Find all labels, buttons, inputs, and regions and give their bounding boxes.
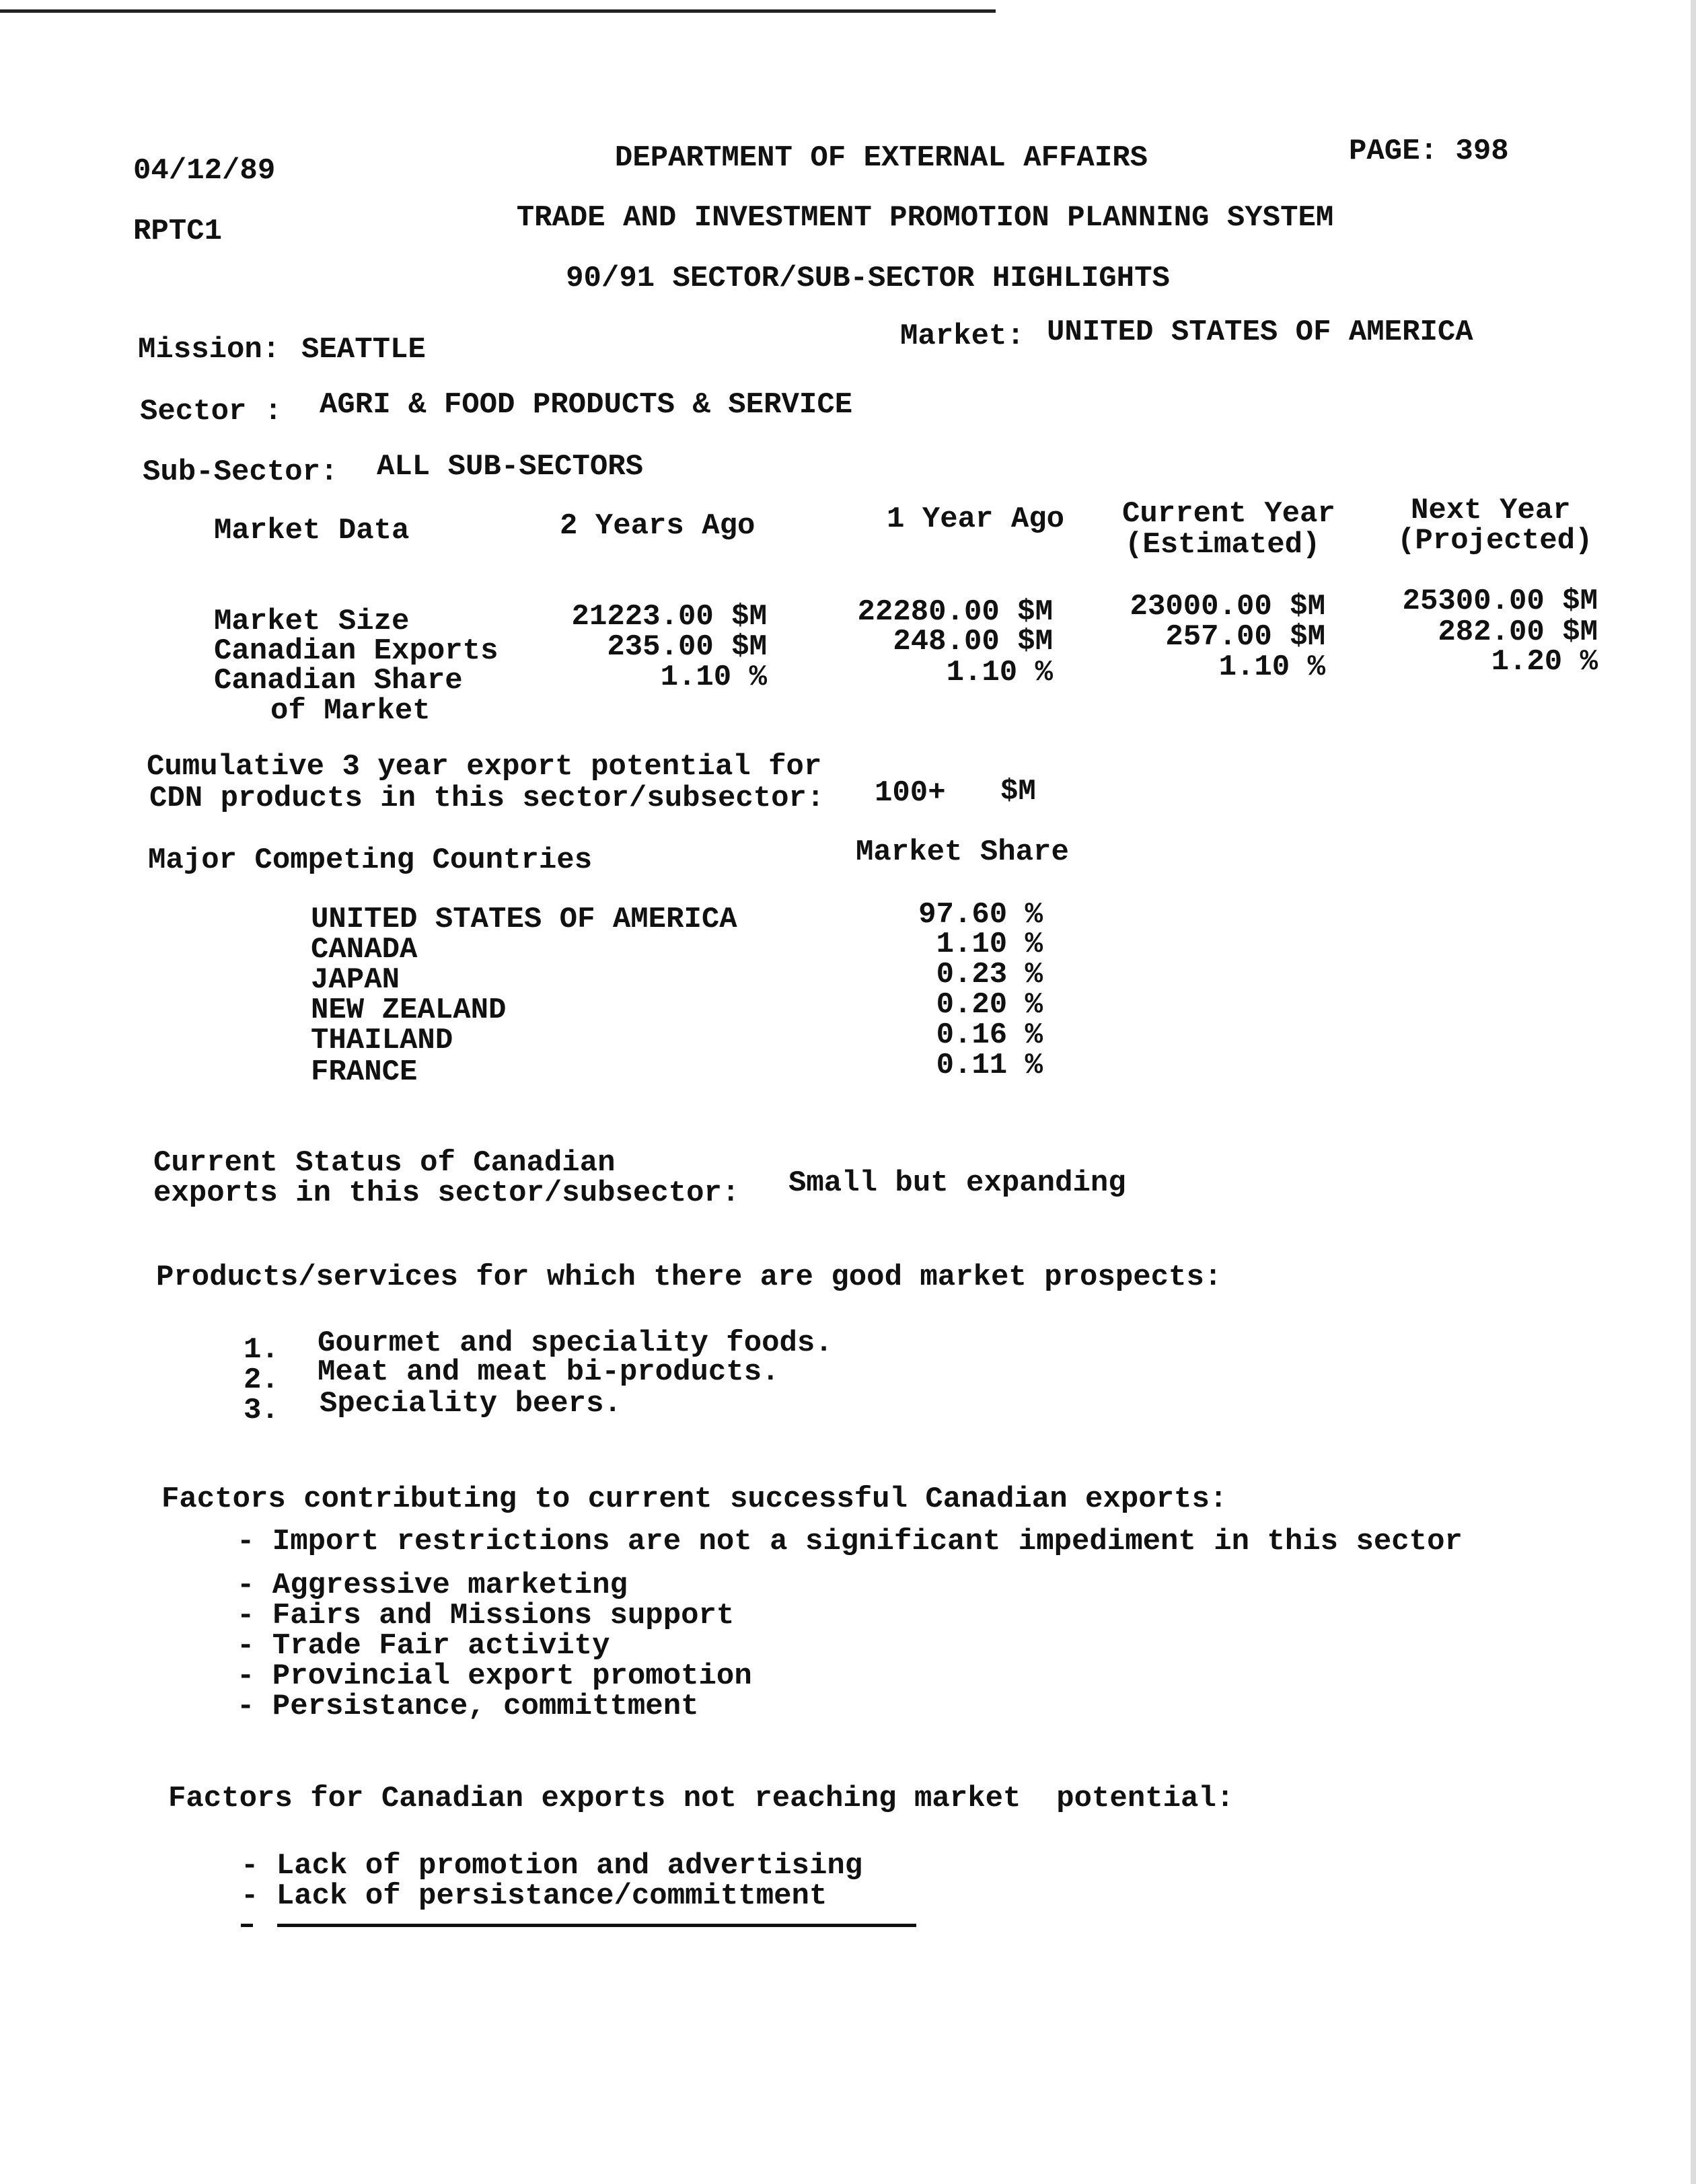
list-item: - Lack of persistance/committment [241,1879,827,1913]
col-header-next-year: Next Year [1411,494,1571,527]
col-header-1-year-ago: 1 Year Ago [887,502,1065,536]
row-label: Canadian Share [214,664,463,698]
item-number: 2. [244,1363,279,1397]
success-factors-heading: Factors contributing to current successful Canadian exports: [161,1482,1228,1516]
cell-value: 22280.00 $M [857,595,1053,629]
item-text: Speciality beers. [320,1387,622,1421]
competitors-heading: Major Competing Countries [148,843,593,877]
subsector-value: ALL SUB-SECTORS [377,450,644,484]
row-label-continued: of Market [270,694,431,728]
mission-value: SEATTLE [301,333,426,367]
barrier-factors-heading: Factors for Canadian exports not reaching market potential: [168,1782,1234,1815]
page-edge [1691,0,1696,2184]
list-item: - Fairs and Missions support [237,1599,735,1632]
list-item: - Lack of promotion and advertising [241,1849,863,1883]
cell-value: 23000.00 $M [1130,590,1325,624]
status-line-2: exports in this sector/subsector: [153,1176,740,1210]
country-share: 0.23 % [936,958,1043,991]
row-label: Canadian Exports [214,634,499,668]
table-corner-header: Market Data [214,514,410,548]
col-header-current-year: Current Year [1122,497,1335,531]
col-header-projected: (Projected) [1397,524,1593,558]
status-line-1: Current Status of Canadian [153,1146,616,1180]
col-header-estimated: (Estimated) [1125,528,1321,562]
col-header-2-years-ago: 2 Years Ago [560,509,755,543]
blank-item-dash [241,1924,253,1927]
country-share: 0.20 % [936,988,1043,1022]
country-name: NEW ZEALAND [311,993,507,1027]
cell-value: 1.20 % [1491,645,1598,679]
country-name: THAILAND [311,1024,453,1057]
country-name: UNITED STATES OF AMERICA [311,903,737,936]
report-subtitle: 90/91 SECTOR/SUB-SECTOR HIGHLIGHTS [566,262,1170,295]
item-text: Gourmet and speciality foods. [318,1326,833,1360]
prospects-heading: Products/services for which there are good market prospects: [156,1260,1222,1294]
potential-unit: $M [1000,775,1036,808]
potential-value: 100+ [875,776,946,810]
country-share: 0.11 % [936,1049,1043,1082]
sector-label: Sector : [140,395,283,428]
country-share: 1.10 % [936,928,1043,961]
country-name: FRANCE [311,1055,418,1089]
list-item: - Trade Fair activity [237,1629,610,1663]
list-item: - Aggressive marketing [237,1569,628,1602]
item-number: 3. [244,1394,279,1427]
blank-fill-line [277,1924,916,1927]
top-rule [0,9,996,13]
sector-value: AGRI & FOOD PRODUCTS & SERVICE [320,388,853,422]
report-id: RPTC1 [133,215,223,248]
country-share: 0.16 % [936,1018,1043,1052]
cell-value: 282.00 $M [1438,615,1598,649]
cell-value: 21223.00 $M [571,600,767,634]
list-item: - Import restrictions are not a significant impediment in this sector [237,1525,1463,1558]
report-date: 04/12/89 [133,154,276,188]
list-item: - Provincial export promotion [237,1659,752,1693]
item-number: 1. [244,1333,279,1367]
market-value: UNITED STATES OF AMERICA [1047,315,1473,349]
country-name: JAPAN [311,963,400,997]
market-label: Market: [900,319,1025,353]
cell-value: 257.00 $M [1165,620,1325,654]
cell-value: 1.10 % [1218,650,1325,684]
department-title: DEPARTMENT OF EXTERNAL AFFAIRS [614,141,1148,175]
cell-value: 248.00 $M [893,625,1053,658]
cell-value: 25300.00 $M [1402,585,1598,618]
potential-line-2: CDN products in this sector/subsector: [149,782,825,815]
row-label: Market Size [214,605,410,638]
status-value: Small but expanding [788,1166,1126,1200]
cell-value: 1.10 % [946,656,1053,689]
country-share: 97.60 % [918,898,1043,932]
page-number: PAGE: 398 [1349,135,1509,168]
list-item: - Persistance, committment [237,1690,699,1723]
market-share-heading: Market Share [856,835,1069,869]
country-name: CANADA [311,933,418,967]
cell-value: 235.00 $M [607,630,767,664]
potential-line-1: Cumulative 3 year export potential for [147,750,822,784]
system-title: TRADE AND INVESTMENT PROMOTION PLANNING SYSTEM [516,201,1334,235]
subsector-label: Sub-Sector: [143,455,338,489]
mission-label: Mission: [138,333,281,367]
item-text: Meat and meat bi-products. [318,1355,780,1389]
cell-value: 1.10 % [660,661,767,694]
